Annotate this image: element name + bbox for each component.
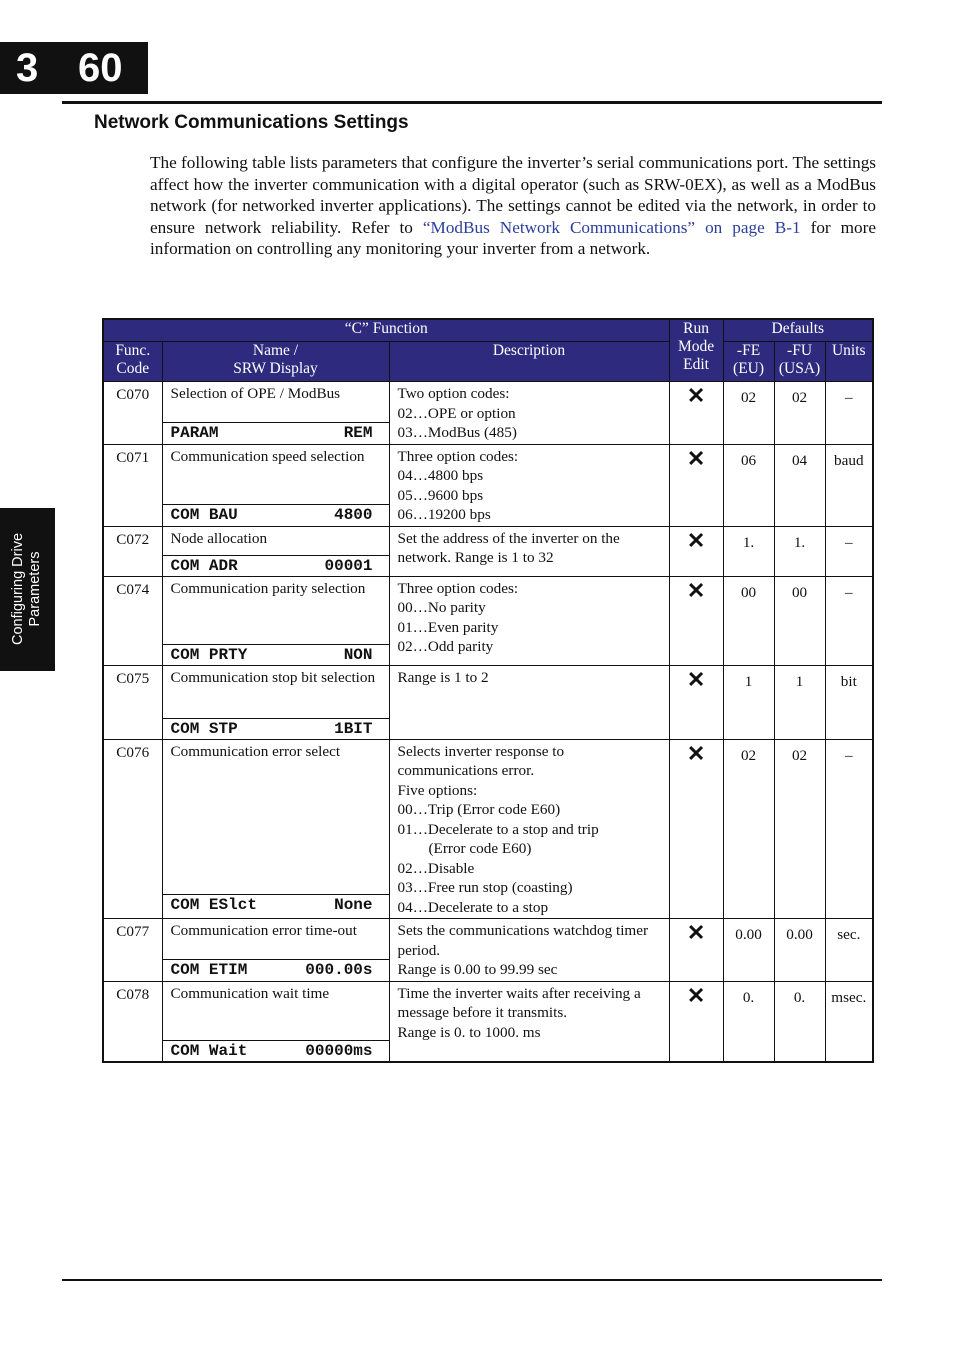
modbus-reference-link[interactable]: “ModBus Network Communications” on page B-1 [422,217,801,237]
units: – [825,739,873,919]
units: bit [825,665,873,739]
description-cell [389,576,669,665]
description-line: Sets the communications watchdog timer period. [397,922,649,959]
run-mode-edit-cross-icon: ✕ [669,576,723,665]
name-header: Name / SRW Display [162,342,389,382]
parameter-name: Communication parity selection [170,579,366,597]
description-cell [389,919,669,982]
srw-display: PARAM REM [163,422,389,443]
parameter-name: Selection of OPE / ModBus [170,385,341,402]
description-line: 00…No parity [397,599,486,616]
srw-display: COM Wait 00000ms [163,1040,389,1061]
table-row [103,665,873,739]
fu-header: -FU (USA) [774,342,825,382]
func-code: C078 [103,981,162,1062]
default-fe: 02 [723,382,774,445]
srw-display: COM STP 1BIT [163,718,389,739]
section-title: Network Communications Settings [94,112,409,133]
name-cell [162,739,389,919]
description-line: 04…4800 bps [397,467,484,484]
chapter-number: 3 [16,46,39,90]
description-line: 06…19200 bps [397,506,491,523]
description-cell [389,526,669,576]
group-header: “C” Function [103,319,669,342]
func-code: C071 [103,444,162,526]
fe-header: -FE (EU) [723,342,774,382]
description-cell [389,739,669,919]
default-fe: 1 [723,665,774,739]
units: – [825,382,873,445]
units: – [825,526,873,576]
description-line: 00…Trip (Error code E60) [397,801,561,818]
table-row [103,981,873,1062]
units-header: Units [825,342,873,382]
func-code: C074 [103,576,162,665]
default-fe: 0. [723,981,774,1062]
code-header: Func. Code [103,342,162,382]
default-fe: 0.00 [723,919,774,982]
parameter-name: Node allocation [170,529,268,547]
description-line: 04…Decelerate to a stop [397,898,549,916]
name-cell [162,919,389,982]
parameter-name: Communication stop bit selection [170,668,376,686]
description-cell [389,444,669,526]
description-line: 01…Even parity [397,618,499,636]
run-mode-edit-cross-icon: ✕ [669,981,723,1062]
description-line: Set the address of the inverter on the network. Range is 1 to 32 [397,529,620,566]
default-fu: 02 [774,382,825,445]
srw-display: COM BAU 4800 [163,504,389,525]
units: msec. [825,981,873,1062]
description-line: 03…Free run stop (coasting) [397,879,573,896]
description-line: 02…Disable [397,859,475,877]
name-cell [162,382,389,445]
run-mode-edit-cross-icon: ✕ [669,919,723,982]
table-row [103,444,873,526]
description-cell [389,665,669,739]
name-cell [162,444,389,526]
footer-rule [62,1279,882,1281]
page-number: 60 [78,46,123,90]
name-cell [162,576,389,665]
header-rule [62,101,882,104]
parameter-name: Communication speed selection [170,447,365,465]
description-line: Two option codes: [397,385,510,402]
side-tab-label: Configuring Drive Parameters [10,532,43,646]
table-row [103,739,873,919]
table-row [103,919,873,982]
func-code: C075 [103,665,162,739]
run-mode-edit-cross-icon: ✕ [669,739,723,919]
description-line: Range is 0. to 1000. ms [397,1023,541,1041]
srw-display: COM PRTY NON [163,644,389,665]
default-fe: 02 [723,739,774,919]
description-line: (Error code E60) [428,840,532,857]
defaults-header: Defaults [723,319,873,342]
description-line: Selects inverter response to communications error. [397,742,565,779]
run-mode-edit-cross-icon: ✕ [669,382,723,445]
run-mode-edit-cross-icon: ✕ [669,444,723,526]
table-row [103,382,873,445]
name-cell [162,665,389,739]
func-code: C076 [103,739,162,919]
description-line: Time the inverter waits after receiving a message before it transmits. [397,984,641,1021]
description-line: Range is 1 to 2 [397,668,489,686]
table-row [103,526,873,576]
parameter-name: Communication error time-out [170,922,357,939]
parameter-name: Communication wait time [170,984,330,1002]
description-line: Three option codes: [397,447,519,465]
parameter-name: Communication error select [170,742,341,760]
chapter-page-block [0,42,148,94]
description-line: 05…9600 bps [397,486,484,504]
description-line: 01…Decelerate to a stop and trip [397,820,599,838]
parameter-table [102,318,874,1063]
srw-display: COM ESlct None [163,894,389,915]
run-mode-header: Run Mode Edit [669,319,723,382]
func-code: C077 [103,919,162,982]
description-line: 02…OPE or option [397,404,516,422]
default-fe: 06 [723,444,774,526]
table-row [103,576,873,665]
intro-paragraph: The following table lists parameters that configure the inverter’s serial communications port. The settings affect how the inverter communication with a digital operator (such as SRW-0EX), as well as a ModBus network (for networked inverter applications). The settings cannot be edited via the network, in order to ensure network reliability. Refer to “ModBus Network Communications” on page B-1 for more information on controlling any monitoring your inverter from a network. [150,153,876,259]
description-header: Description [389,342,669,382]
description-line: 02…Odd parity [397,638,494,655]
srw-display: COM ETIM 000.00s [163,959,389,980]
description-line: Three option codes: [397,579,519,597]
name-cell [162,981,389,1062]
description-cell [389,981,669,1062]
default-fe: 00 [723,576,774,665]
description-cell [389,382,669,445]
units: sec. [825,919,873,982]
name-cell [162,526,389,576]
default-fu: 02 [774,739,825,919]
default-fu: 04 [774,444,825,526]
run-mode-edit-cross-icon: ✕ [669,665,723,739]
description-line: Range is 0.00 to 99.99 sec [397,961,558,978]
func-code: C072 [103,526,162,576]
default-fu: 1 [774,665,825,739]
units: baud [825,444,873,526]
default-fu: 1. [774,526,825,576]
description-line: Five options: [397,781,478,799]
units: – [825,576,873,665]
default-fe: 1. [723,526,774,576]
srw-display: COM ADR 00001 [163,555,389,576]
description-line: 03…ModBus (485) [397,424,517,441]
default-fu: 00 [774,576,825,665]
run-mode-edit-cross-icon: ✕ [669,526,723,576]
default-fu: 0.00 [774,919,825,982]
func-code: C070 [103,382,162,445]
default-fu: 0. [774,981,825,1062]
